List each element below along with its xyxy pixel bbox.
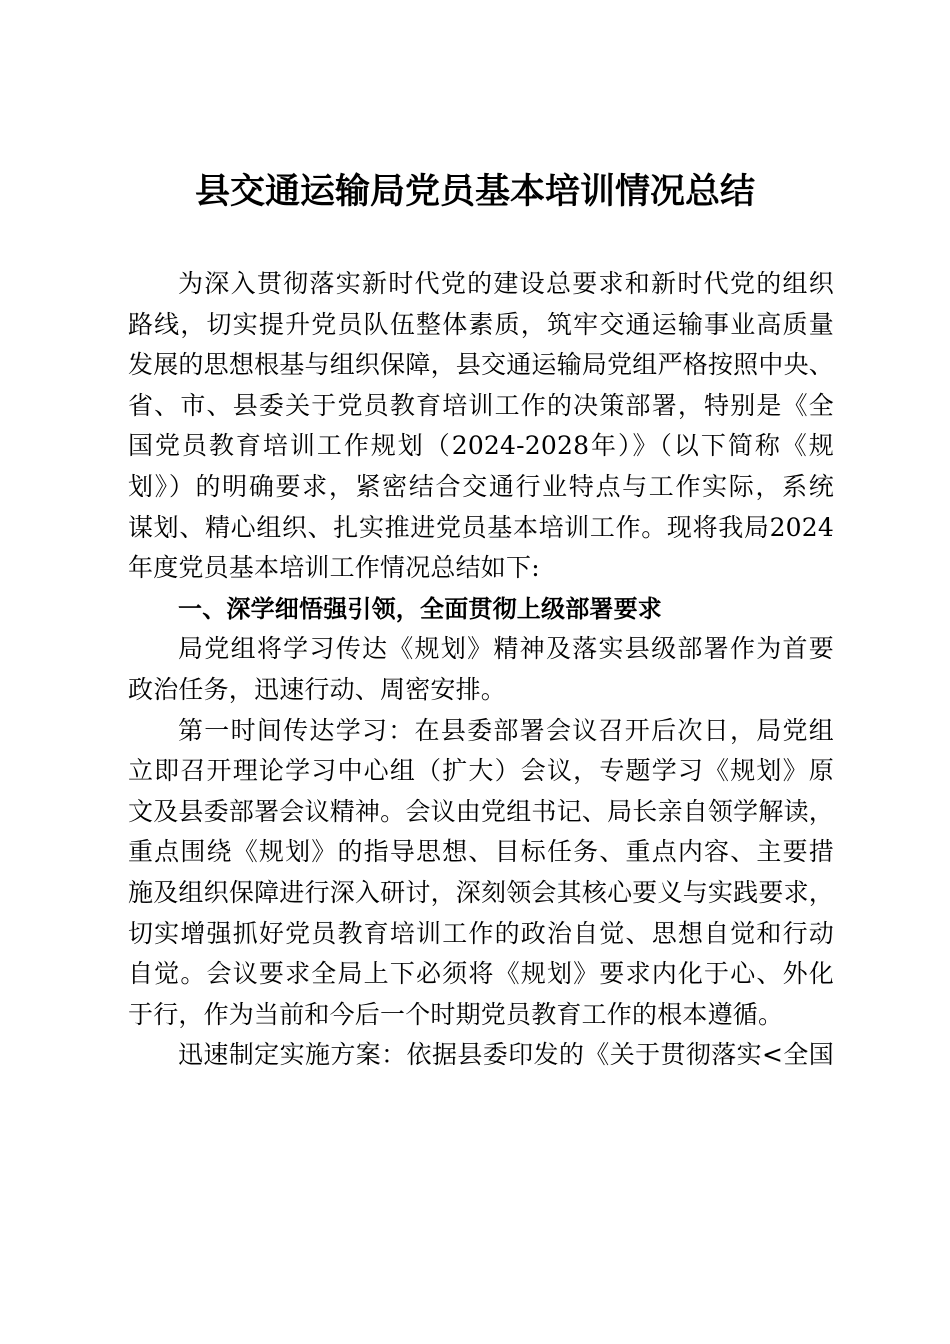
paragraph-line: 国党员教育培训工作规划（2024-2028年）》（以下简称《规 [128,431,834,461]
paragraph-line: 迅速制定实施方案：依据县委印发的《关于贯彻落实<全国 [178,1040,834,1070]
paragraph-line: 划》）的明确要求，紧密结合交通行业特点与工作实际，系统 [128,471,834,501]
paragraph-line: 路线，切实提升党员队伍整体素质，筑牢交通运输事业高质量 [128,309,834,339]
paragraph-line: 第一时间传达学习：在县委部署会议召开后次日，局党组 [178,715,834,745]
paragraph-line: 自觉。会议要求全局上下必须将《规划》要求内化于心、外化 [128,959,834,989]
paragraph-line: 于行，作为当前和今后一个时期党员教育工作的根本遵循。 [128,999,784,1029]
paragraph-line: 局党组将学习传达《规划》精神及落实县级部署作为首要 [178,634,834,664]
section-heading: 一、深学细悟强引领，全面贯彻上级部署要求 [178,594,662,623]
document-body [128,264,834,1076]
paragraph-line: 重点围绕《规划》的指导思想、目标任务、重点内容、主要措 [128,837,834,867]
paragraph-line: 为深入贯彻落实新时代党的建设总要求和新时代党的组织 [178,269,834,298]
paragraph-line: 立即召开理论学习中心组（扩大）会议，专题学习《规划》原 [128,756,834,786]
paragraph-line: 发展的思想根基与组织保障，县交通运输局党组严格按照中央、 [128,350,834,380]
paragraph-line: 谋划、精心组织、扎实推进党员基本培训工作。现将我局2024 [128,512,834,542]
paragraph-line: 文及县委部署会议精神。会议由党组书记、局长亲自领学解读， [128,796,834,826]
paragraph-line: 施及组织保障进行深入研讨，深刻领会其核心要义与实践要求， [128,877,834,907]
paragraph-line: 年度党员基本培训工作情况总结如下: [128,553,540,583]
paragraph-line: 政治任务，迅速行动、周密安排。 [128,674,507,704]
paragraph-line: 省、市、县委关于党员教育培训工作的决策部署，特别是《全 [128,390,834,420]
paragraph-line: 切实增强抓好党员教育培训工作的政治自觉、思想自觉和行动 [128,918,834,948]
document-title: 县交通运输局党员基本培训情况总结 [194,171,755,212]
